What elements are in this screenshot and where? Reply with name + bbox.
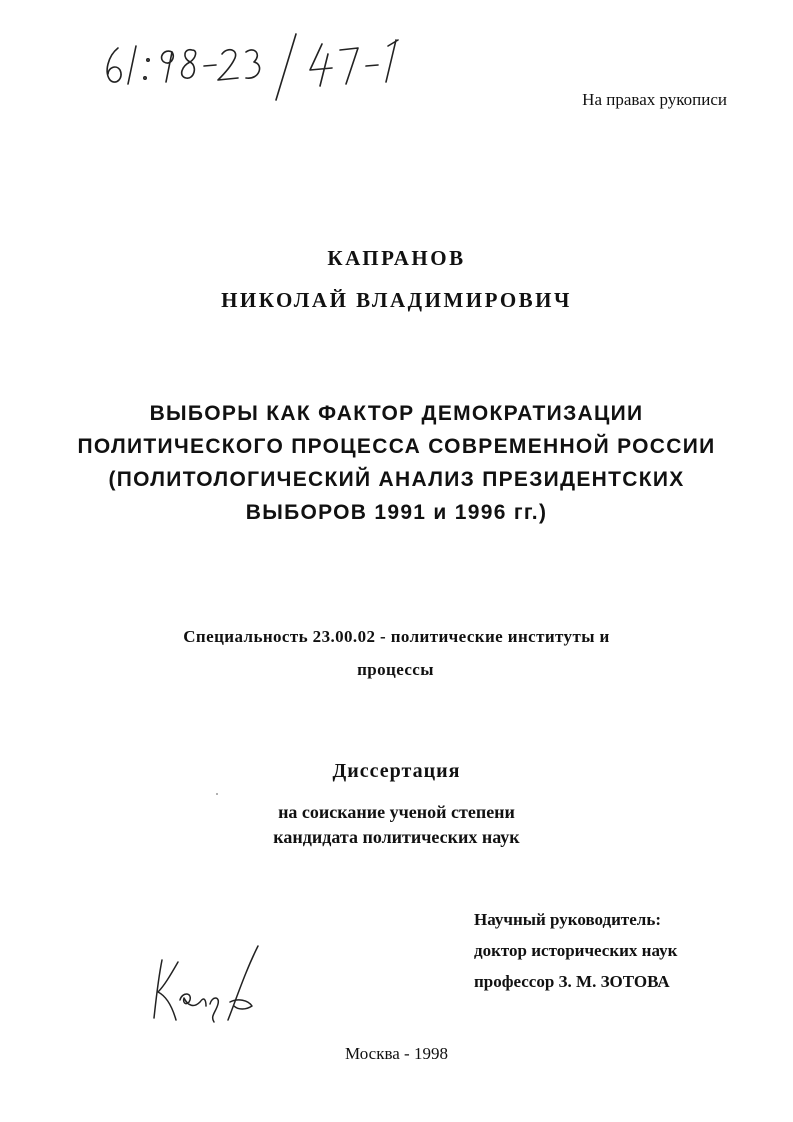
supervisor-block bbox=[474, 904, 677, 997]
document-type: Диссертация bbox=[332, 760, 461, 782]
title-line: ПОЛИТИЧЕСКОГО ПРОЦЕССА СОВРЕМЕННОЙ РОССИИ bbox=[77, 435, 716, 458]
handwritten-archive-code bbox=[100, 20, 440, 110]
dissertation-title bbox=[0, 397, 793, 529]
city-year: Москва - 1998 bbox=[345, 1044, 448, 1063]
handwritten-signature bbox=[148, 940, 278, 1030]
supervisor-name: профессор З. М. ЗОТОВА bbox=[474, 972, 670, 991]
supervisor-degree: доктор исторических наук bbox=[474, 941, 678, 960]
author-surname: КАПРАНОВ bbox=[327, 246, 466, 270]
degree bbox=[0, 800, 793, 850]
supervisor-label: Научный руководитель: bbox=[474, 910, 661, 929]
rights-note: На правах рукописи bbox=[582, 90, 727, 109]
author-given-names: НИКОЛАЙ ВЛАДИМИРОВИЧ bbox=[221, 288, 572, 312]
paper-speck bbox=[216, 793, 218, 795]
title-line: (ПОЛИТОЛОГИЧЕСКИЙ АНАЛИЗ ПРЕЗИДЕНТСКИХ bbox=[108, 468, 685, 491]
specialty-line: Специальность 23.00.02 - политические институты и bbox=[183, 627, 610, 646]
specialty-line: процессы bbox=[357, 660, 434, 679]
title-line: ВЫБОРЫ КАК ФАКТОР ДЕМОКРАТИЗАЦИИ bbox=[149, 402, 644, 425]
degree-line: кандидата политических наук bbox=[273, 827, 520, 847]
degree-line: на соискание ученой степени bbox=[278, 802, 515, 822]
specialty bbox=[0, 620, 793, 686]
title-line: ВЫБОРОВ 1991 и 1996 гг.) bbox=[245, 501, 548, 524]
